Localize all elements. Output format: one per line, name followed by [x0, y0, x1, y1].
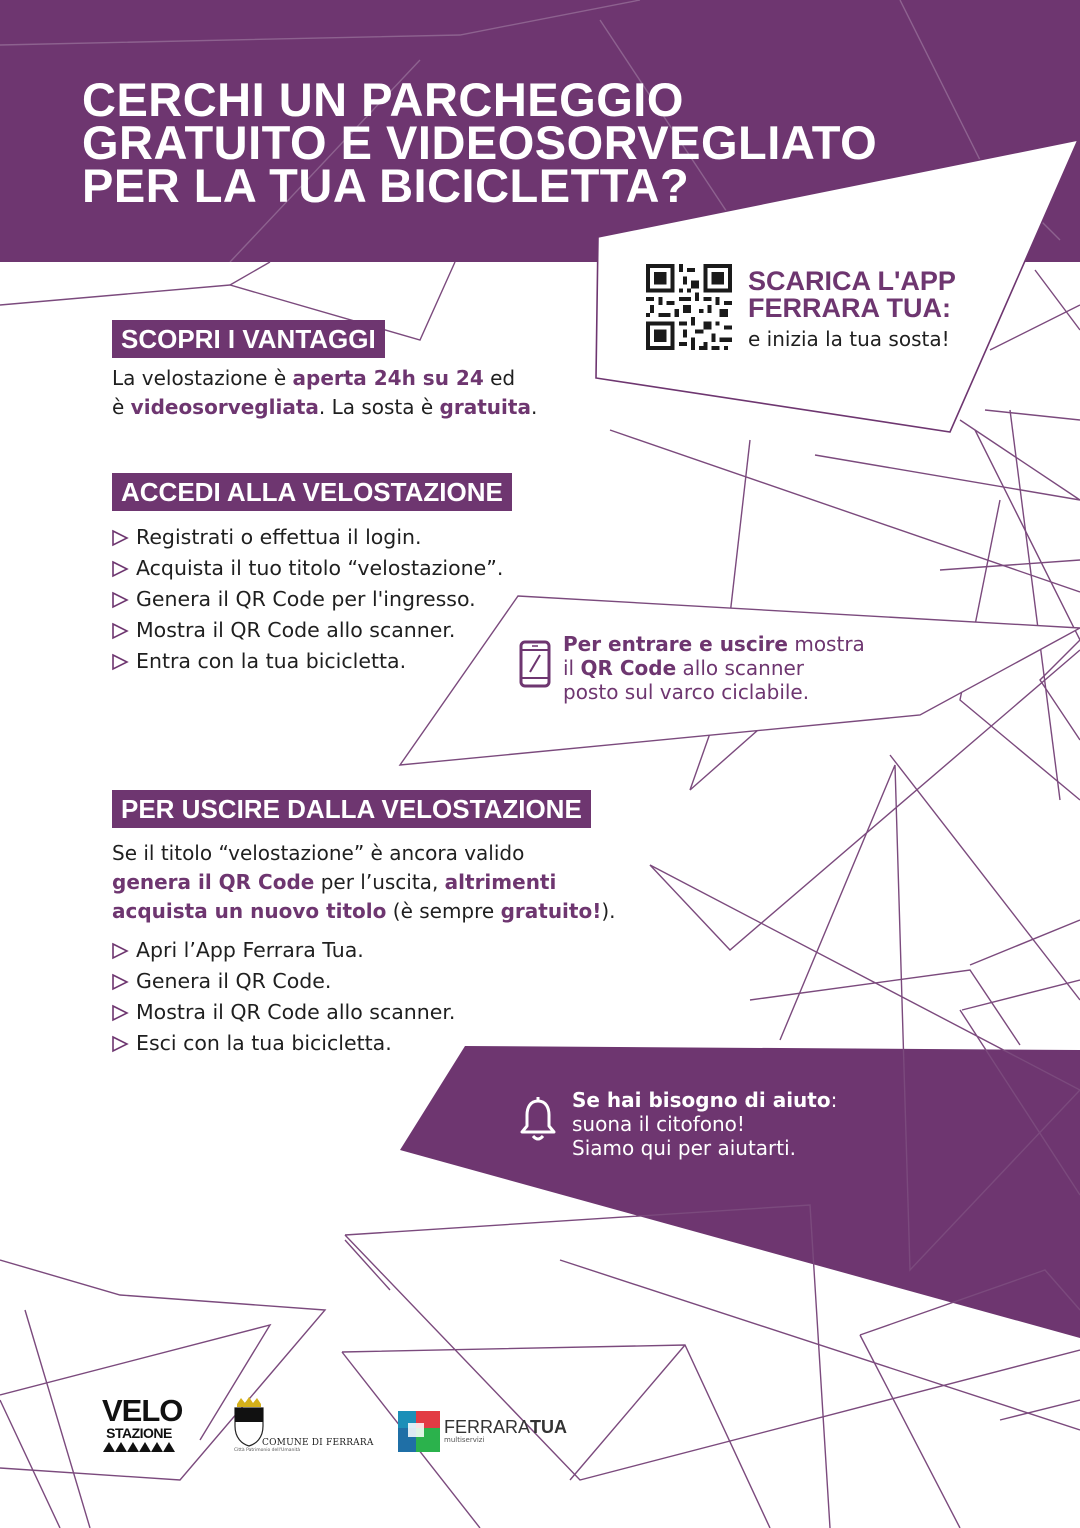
- triangle-right-outline-icon: [110, 528, 130, 548]
- text: per l’uscita,: [314, 870, 445, 894]
- highlight-free: gratuita: [439, 395, 531, 419]
- triangle-right-outline-icon: [110, 1003, 130, 1023]
- scanner-info-line-1: [563, 632, 865, 656]
- exit-steps-list: [110, 935, 455, 1059]
- highlight-free: gratuito!: [500, 899, 602, 923]
- step-text: Esci con la tua bicicletta.: [136, 1031, 392, 1055]
- logo-stazione-word: STAZIONE: [106, 1425, 172, 1441]
- text: La velostazione è: [112, 366, 293, 390]
- coat-of-arms-icon: [232, 1396, 266, 1448]
- logo-velo-word: VELO: [102, 1393, 183, 1428]
- advantages-line-1: [112, 364, 537, 393]
- smartphone-icon: [518, 640, 552, 688]
- page-title: [82, 73, 982, 212]
- exit-heading: PER USCIRE DALLA VELOSTAZIONE: [112, 790, 591, 828]
- qr-code-icon: [646, 264, 732, 350]
- list-item: [110, 615, 503, 646]
- triangle-right-outline-icon: [110, 621, 130, 641]
- title-line-2: GRATUITO E VIDEOSORVEGLIATO: [82, 116, 878, 169]
- comune-di-ferrara-logo: [230, 1396, 374, 1456]
- list-item: [110, 935, 455, 966]
- step-text: Genera il QR Code per l'ingresso.: [136, 587, 476, 611]
- ferrara-tua-mark-icon: [398, 1411, 440, 1452]
- text: (è sempre: [386, 899, 501, 923]
- text: ).: [601, 899, 616, 923]
- scanner-info-line-3: posto sul varco ciclabile.: [563, 680, 810, 704]
- ferrara-tua-logo: [398, 1411, 568, 1453]
- ferrara-tua-wordmark: [444, 1417, 567, 1437]
- title-line-3: PER LA TUA BICICLETTA?: [82, 159, 690, 212]
- logo-triangles-icon: [103, 1442, 175, 1452]
- exit-line-1: Se il titolo “velostazione” è ancora valido: [112, 841, 525, 865]
- step-text: Apri l’App Ferrara Tua.: [136, 938, 364, 962]
- text: .: [530, 395, 538, 419]
- scanner-info-line-2: [563, 656, 865, 680]
- highlight-new-ticket: acquista un nuovo titolo: [112, 899, 387, 923]
- advantages-heading: SCOPRI I VANTAGGI: [112, 320, 385, 358]
- access-heading: ACCEDI ALLA VELOSTAZIONE: [112, 473, 512, 511]
- help-line-2: suona il citofono!: [572, 1112, 745, 1136]
- step-text: Mostra il QR Code allo scanner.: [136, 618, 456, 642]
- list-item: [110, 997, 455, 1028]
- app-title-line-1: SCARICA L'APP: [748, 266, 956, 296]
- highlight-open-24h: aperta 24h su 24: [292, 366, 484, 390]
- step-text: Entra con la tua bicicletta.: [136, 649, 407, 673]
- ferrara-tua-subtitle: multiservizi: [444, 1436, 485, 1444]
- list-item: [110, 553, 503, 584]
- text: è: [112, 395, 131, 419]
- list-item: [110, 966, 455, 997]
- bell-icon: [518, 1096, 558, 1144]
- access-steps-list: [110, 522, 503, 677]
- scanner-info-text: [563, 632, 865, 704]
- app-subtitle: e inizia la tua sosta!: [748, 327, 950, 351]
- triangle-right-outline-icon: [110, 559, 130, 579]
- list-item: [110, 522, 503, 553]
- text: mostra: [787, 632, 865, 656]
- text: :: [830, 1088, 838, 1112]
- advantages-text: [112, 364, 537, 422]
- exit-line-2: [112, 868, 616, 897]
- triangle-right-outline-icon: [110, 972, 130, 992]
- triangle-right-outline-icon: [110, 652, 130, 672]
- step-text: Genera il QR Code.: [136, 969, 332, 993]
- advantages-line-2: [112, 393, 537, 422]
- list-item: [110, 646, 503, 677]
- text: . La sosta è: [318, 395, 440, 419]
- step-text: Mostra il QR Code allo scanner.: [136, 1000, 456, 1024]
- help-text: [572, 1088, 837, 1160]
- comune-motto: Città Patrimonio dell'Umanità: [234, 1448, 301, 1453]
- highlight-otherwise: altrimenti: [444, 870, 557, 894]
- app-title-line-2: FERRARA TUA:: [748, 293, 951, 323]
- triangle-right-outline-icon: [110, 590, 130, 610]
- comune-name: COMUNE DI FERRARA: [262, 1438, 374, 1448]
- app-download-text: [748, 268, 956, 352]
- list-item: [110, 1028, 455, 1059]
- highlight-videosurveillance: videosorvegliata: [130, 395, 319, 419]
- step-text: Registrati o effettua il login.: [136, 525, 422, 549]
- text: il: [563, 656, 581, 680]
- list-item: [110, 584, 503, 615]
- title-line-1: CERCHI UN PARCHEGGIO: [82, 73, 684, 126]
- triangle-right-outline-icon: [110, 1034, 130, 1054]
- highlight-generate-qr: genera il QR Code: [112, 870, 315, 894]
- help-line-3: Siamo qui per aiutarti.: [572, 1136, 797, 1160]
- step-text: Acquista il tuo titolo “velostazione”.: [136, 556, 504, 580]
- velostazione-logo: [102, 1393, 183, 1452]
- exit-line-3: [112, 897, 616, 926]
- highlight-need-help: Se hai bisogno di aiuto: [572, 1088, 831, 1112]
- wordmark-tua: TUA: [530, 1417, 568, 1437]
- exit-text: [112, 839, 616, 926]
- help-line-1: [572, 1088, 837, 1112]
- highlight-qr-code: QR Code: [580, 656, 677, 680]
- triangle-right-outline-icon: [110, 941, 130, 961]
- text: ed: [483, 366, 516, 390]
- wordmark-ferrara: FERRARA: [444, 1417, 531, 1437]
- text: allo scanner: [676, 656, 805, 680]
- highlight-enter-exit: Per entrare e uscire: [563, 632, 788, 656]
